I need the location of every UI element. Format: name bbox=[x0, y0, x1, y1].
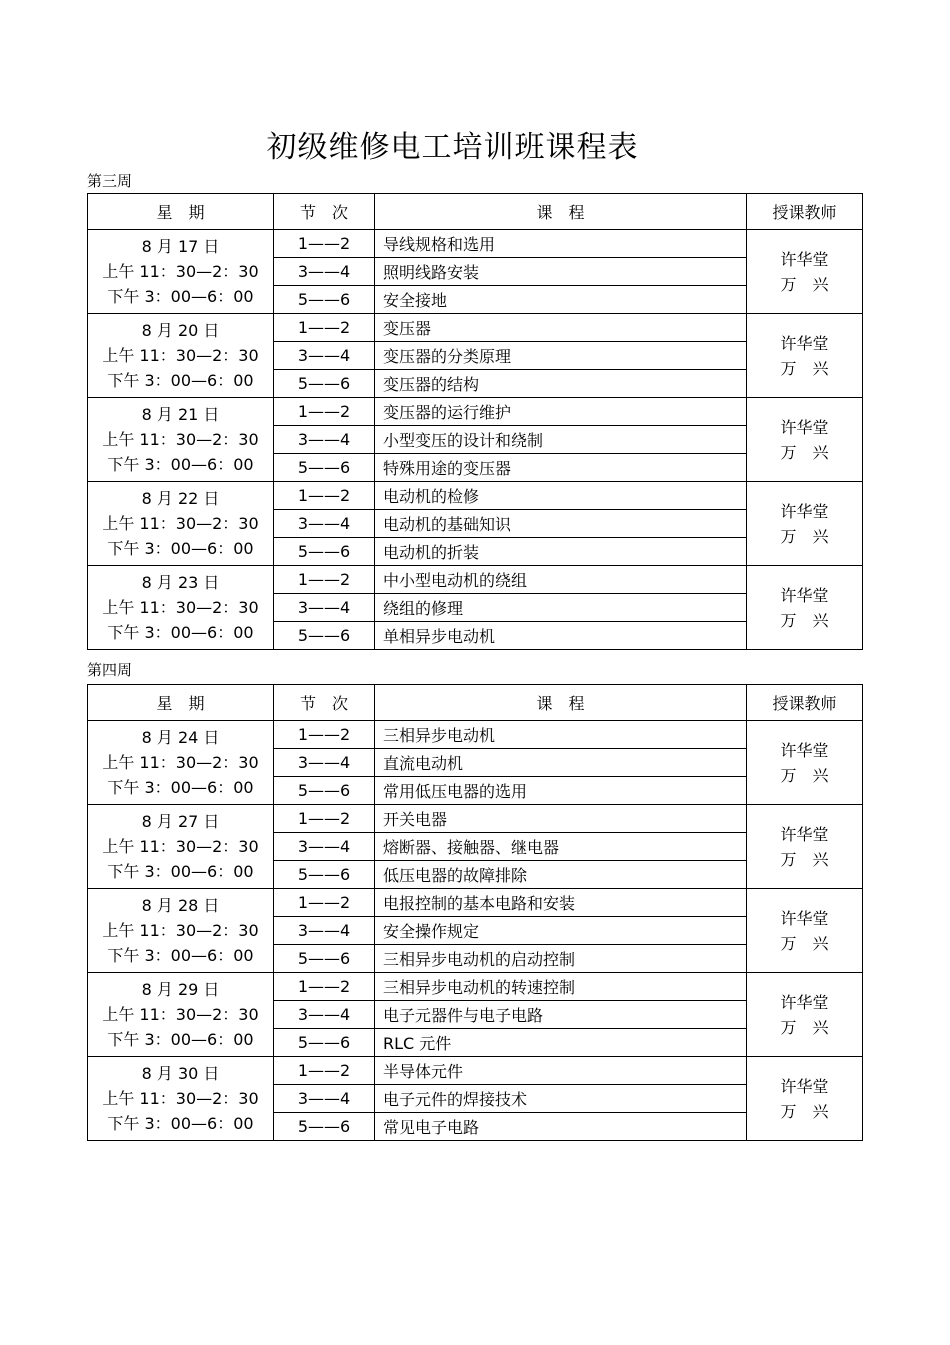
course-cell: 照明线路安装 bbox=[375, 258, 747, 286]
period-cell: 1——2 bbox=[274, 1057, 375, 1085]
course-cell: 半导体元件 bbox=[375, 1057, 747, 1085]
period-cell: 5——6 bbox=[274, 1029, 375, 1057]
teacher-name: 万 兴 bbox=[780, 849, 829, 869]
day-am: 上午 11：30—2：30 bbox=[102, 430, 259, 449]
course-cell: 变压器的结构 bbox=[375, 370, 747, 398]
teacher-cell bbox=[747, 805, 863, 889]
period-cell: 5——6 bbox=[274, 286, 375, 314]
day-am: 上午 11：30—2：30 bbox=[102, 837, 259, 856]
course-cell: 三相异步电动机的启动控制 bbox=[375, 945, 747, 973]
day-date: 8 月 30 日 bbox=[141, 1064, 220, 1083]
teacher-name: 万 兴 bbox=[780, 526, 829, 546]
header-course: 课 程 bbox=[375, 194, 747, 230]
period-cell: 3——4 bbox=[274, 426, 375, 454]
header-teacher: 授课教师 bbox=[747, 194, 863, 230]
header-period: 节 次 bbox=[274, 194, 375, 230]
period-cell: 1——2 bbox=[274, 973, 375, 1001]
course-cell: 变压器 bbox=[375, 314, 747, 342]
schedule-table bbox=[87, 684, 863, 1141]
day-pm: 下午 3：00—6：00 bbox=[107, 946, 254, 965]
table-row bbox=[88, 482, 863, 510]
course-cell: RLC 元件 bbox=[375, 1029, 747, 1057]
day-pm: 下午 3：00—6：00 bbox=[107, 539, 254, 558]
day-pm: 下午 3：00—6：00 bbox=[107, 1030, 254, 1049]
course-cell: 常用低压电器的选用 bbox=[375, 777, 747, 805]
period-cell: 5——6 bbox=[274, 538, 375, 566]
teacher-cell bbox=[747, 398, 863, 482]
teacher-cell bbox=[747, 889, 863, 973]
period-cell: 5——6 bbox=[274, 777, 375, 805]
header-day: 星 期 bbox=[88, 194, 274, 230]
day-date: 8 月 28 日 bbox=[141, 896, 220, 915]
day-am: 上午 11：30—2：30 bbox=[102, 1005, 259, 1024]
teacher-name: 万 兴 bbox=[780, 1017, 829, 1037]
week-label: 第三周 bbox=[87, 172, 133, 190]
period-cell: 1——2 bbox=[274, 398, 375, 426]
teacher-cell bbox=[747, 314, 863, 398]
course-cell: 电子元器件与电子电路 bbox=[375, 1001, 747, 1029]
course-cell: 绕组的修理 bbox=[375, 594, 747, 622]
teacher-cell bbox=[747, 721, 863, 805]
day-cell bbox=[88, 566, 274, 650]
header-row bbox=[88, 194, 863, 230]
day-date: 8 月 17 日 bbox=[141, 237, 220, 256]
period-cell: 5——6 bbox=[274, 370, 375, 398]
period-cell: 5——6 bbox=[274, 1113, 375, 1141]
teacher-name: 许华堂 bbox=[780, 249, 829, 269]
period-cell: 5——6 bbox=[274, 454, 375, 482]
teacher-name: 许华堂 bbox=[780, 417, 829, 437]
period-cell: 1——2 bbox=[274, 805, 375, 833]
teacher-name: 许华堂 bbox=[780, 1076, 829, 1096]
table-row bbox=[88, 721, 863, 749]
teacher-name: 许华堂 bbox=[780, 740, 829, 760]
day-date: 8 月 20 日 bbox=[141, 321, 220, 340]
period-cell: 1——2 bbox=[274, 566, 375, 594]
day-pm: 下午 3：00—6：00 bbox=[107, 1114, 254, 1133]
course-cell: 三相异步电动机 bbox=[375, 721, 747, 749]
table-row bbox=[88, 566, 863, 594]
period-cell: 3——4 bbox=[274, 342, 375, 370]
course-cell: 开关电器 bbox=[375, 805, 747, 833]
teacher-cell bbox=[747, 973, 863, 1057]
day-am: 上午 11：30—2：30 bbox=[102, 598, 259, 617]
table-row bbox=[88, 314, 863, 342]
period-cell: 3——4 bbox=[274, 594, 375, 622]
day-cell bbox=[88, 805, 274, 889]
day-pm: 下午 3：00—6：00 bbox=[107, 455, 254, 474]
period-cell: 3——4 bbox=[274, 510, 375, 538]
day-pm: 下午 3：00—6：00 bbox=[107, 371, 254, 390]
day-date: 8 月 23 日 bbox=[141, 573, 220, 592]
period-cell: 1——2 bbox=[274, 721, 375, 749]
week-label: 第四周 bbox=[87, 661, 133, 679]
period-cell: 3——4 bbox=[274, 1001, 375, 1029]
period-cell: 3——4 bbox=[274, 1085, 375, 1113]
course-cell: 电动机的基础知识 bbox=[375, 510, 747, 538]
teacher-name: 许华堂 bbox=[780, 333, 829, 353]
teacher-name: 许华堂 bbox=[780, 992, 829, 1012]
table-row bbox=[88, 973, 863, 1001]
day-cell bbox=[88, 973, 274, 1057]
day-am: 上午 11：30—2：30 bbox=[102, 921, 259, 940]
course-cell: 安全操作规定 bbox=[375, 917, 747, 945]
day-pm: 下午 3：00—6：00 bbox=[107, 287, 254, 306]
day-am: 上午 11：30—2：30 bbox=[102, 753, 259, 772]
course-cell: 变压器的分类原理 bbox=[375, 342, 747, 370]
header-row bbox=[88, 685, 863, 721]
teacher-name: 万 兴 bbox=[780, 933, 829, 953]
table-row bbox=[88, 230, 863, 258]
page-title: 初级维修电工培训班课程表 bbox=[266, 130, 639, 165]
teacher-cell bbox=[747, 566, 863, 650]
day-am: 上午 11：30—2：30 bbox=[102, 1089, 259, 1108]
day-date: 8 月 24 日 bbox=[141, 728, 220, 747]
day-cell bbox=[88, 889, 274, 973]
period-cell: 3——4 bbox=[274, 833, 375, 861]
day-date: 8 月 27 日 bbox=[141, 812, 220, 831]
teacher-cell bbox=[747, 230, 863, 314]
day-cell bbox=[88, 721, 274, 805]
day-pm: 下午 3：00—6：00 bbox=[107, 862, 254, 881]
period-cell: 1——2 bbox=[274, 314, 375, 342]
schedule-table bbox=[87, 193, 863, 650]
teacher-name: 许华堂 bbox=[780, 908, 829, 928]
teacher-name: 许华堂 bbox=[780, 585, 829, 605]
day-date: 8 月 21 日 bbox=[141, 405, 220, 424]
teacher-cell bbox=[747, 482, 863, 566]
period-cell: 1——2 bbox=[274, 230, 375, 258]
day-cell bbox=[88, 230, 274, 314]
period-cell: 3——4 bbox=[274, 258, 375, 286]
course-cell: 熔断器、接触器、继电器 bbox=[375, 833, 747, 861]
period-cell: 5——6 bbox=[274, 945, 375, 973]
header-period: 节 次 bbox=[274, 685, 375, 721]
course-cell: 电报控制的基本电路和安装 bbox=[375, 889, 747, 917]
course-cell: 特殊用途的变压器 bbox=[375, 454, 747, 482]
day-cell bbox=[88, 482, 274, 566]
teacher-cell bbox=[747, 1057, 863, 1141]
course-cell: 电动机的折装 bbox=[375, 538, 747, 566]
day-am: 上午 11：30—2：30 bbox=[102, 262, 259, 281]
teacher-name: 许华堂 bbox=[780, 501, 829, 521]
course-cell: 安全接地 bbox=[375, 286, 747, 314]
course-cell: 电子元件的焊接技术 bbox=[375, 1085, 747, 1113]
course-cell: 低压电器的故障排除 bbox=[375, 861, 747, 889]
course-cell: 三相异步电动机的转速控制 bbox=[375, 973, 747, 1001]
period-cell: 1——2 bbox=[274, 889, 375, 917]
course-cell: 单相异步电动机 bbox=[375, 622, 747, 650]
table-row bbox=[88, 889, 863, 917]
teacher-name: 万 兴 bbox=[780, 610, 829, 630]
header-day: 星 期 bbox=[88, 685, 274, 721]
day-cell bbox=[88, 314, 274, 398]
teacher-name: 万 兴 bbox=[780, 358, 829, 378]
course-cell: 小型变压的设计和绕制 bbox=[375, 426, 747, 454]
day-pm: 下午 3：00—6：00 bbox=[107, 623, 254, 642]
day-cell bbox=[88, 1057, 274, 1141]
table-row bbox=[88, 805, 863, 833]
day-pm: 下午 3：00—6：00 bbox=[107, 778, 254, 797]
day-am: 上午 11：30—2：30 bbox=[102, 346, 259, 365]
teacher-name: 万 兴 bbox=[780, 765, 829, 785]
table-row bbox=[88, 398, 863, 426]
course-cell: 变压器的运行维护 bbox=[375, 398, 747, 426]
course-cell: 常见电子电路 bbox=[375, 1113, 747, 1141]
course-cell: 导线规格和选用 bbox=[375, 230, 747, 258]
period-cell: 5——6 bbox=[274, 861, 375, 889]
day-cell bbox=[88, 398, 274, 482]
header-teacher: 授课教师 bbox=[747, 685, 863, 721]
course-cell: 电动机的检修 bbox=[375, 482, 747, 510]
teacher-name: 许华堂 bbox=[780, 824, 829, 844]
day-am: 上午 11：30—2：30 bbox=[102, 514, 259, 533]
teacher-name: 万 兴 bbox=[780, 274, 829, 294]
period-cell: 1——2 bbox=[274, 482, 375, 510]
period-cell: 5——6 bbox=[274, 622, 375, 650]
teacher-name: 万 兴 bbox=[780, 442, 829, 462]
table-row bbox=[88, 1057, 863, 1085]
course-cell: 直流电动机 bbox=[375, 749, 747, 777]
day-date: 8 月 22 日 bbox=[141, 489, 220, 508]
header-course: 课 程 bbox=[375, 685, 747, 721]
period-cell: 3——4 bbox=[274, 749, 375, 777]
teacher-name: 万 兴 bbox=[780, 1101, 829, 1121]
period-cell: 3——4 bbox=[274, 917, 375, 945]
day-date: 8 月 29 日 bbox=[141, 980, 220, 999]
course-cell: 中小型电动机的绕组 bbox=[375, 566, 747, 594]
